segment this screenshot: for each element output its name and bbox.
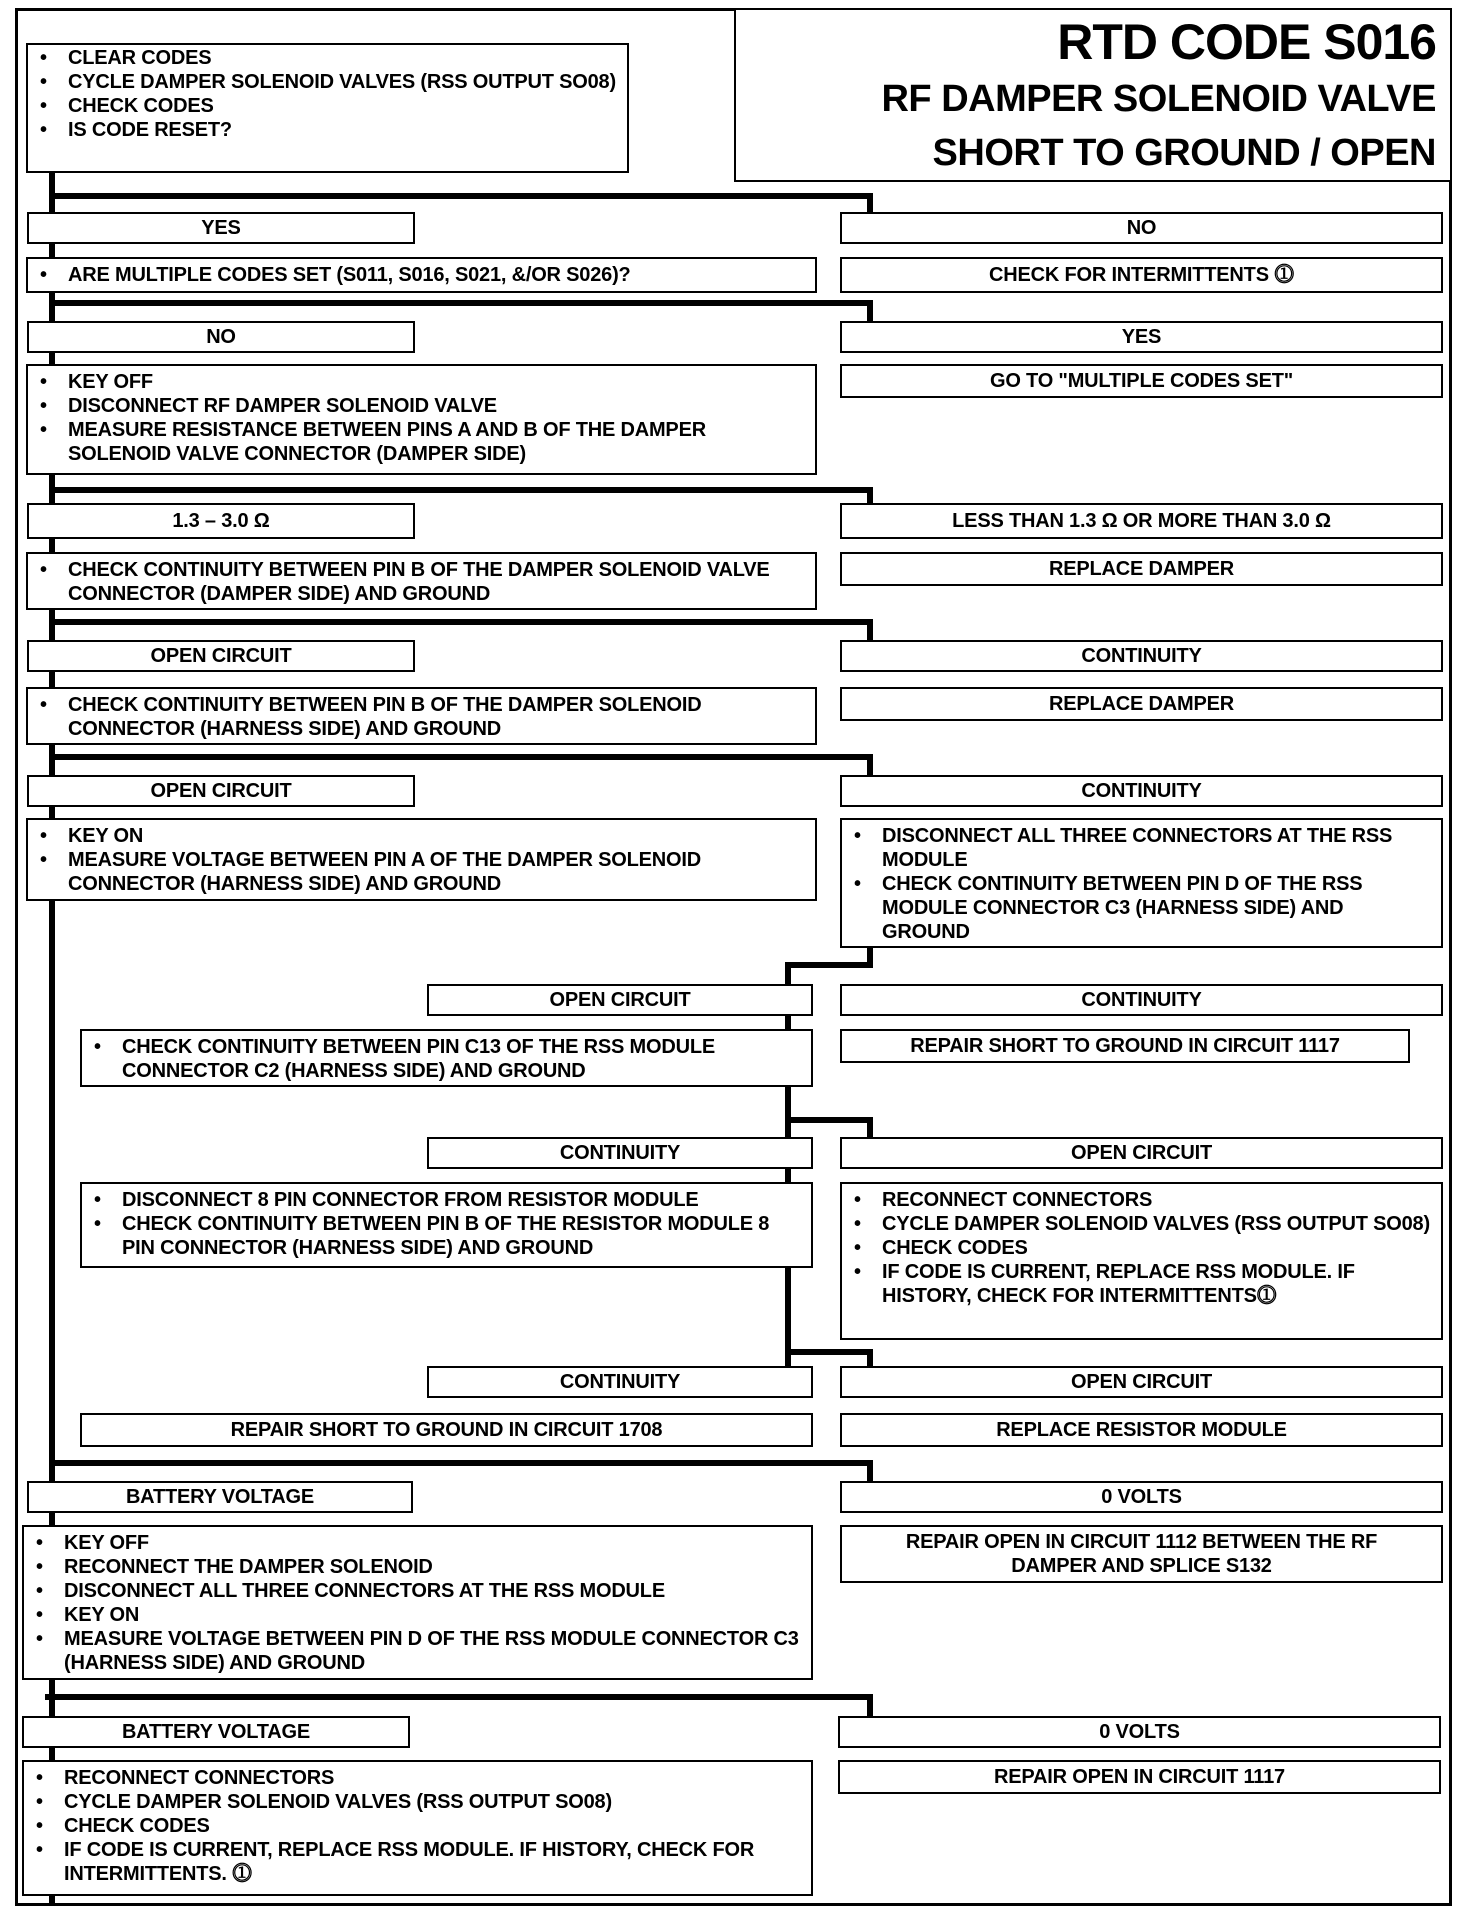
branch-open-circuit-2: OPEN CIRCUIT xyxy=(27,775,415,807)
branch-battery-voltage-2: BATTERY VOLTAGE xyxy=(22,1716,410,1748)
branch-continuity-5: CONTINUITY xyxy=(427,1366,813,1398)
title-line-1: RF DAMPER SOLENOID VALVE xyxy=(881,78,1436,120)
bullet-item: • CHECK CONTINUITY BETWEEN PIN C13 OF THE RSS MODULE CONNECTOR C2 (HARNESS SIDE) AND GROUND xyxy=(122,1035,803,1083)
step-reconnect-1 xyxy=(840,1182,1443,1340)
step-replace-resistor-module: REPLACE RESISTOR MODULE xyxy=(840,1413,1443,1447)
branch-resistance-bad: LESS THAN 1.3 Ω OR MORE THAN 3.0 Ω xyxy=(840,503,1443,539)
bullet-item: • MEASURE VOLTAGE BETWEEN PIN A OF THE DAMPER SOLENOID CONNECTOR (HARNESS SIDE) AND GROUND xyxy=(68,848,807,896)
bullet-item: • CHECK CONTINUITY BETWEEN PIN B OF THE RESISTOR MODULE 8 PIN CONNECTOR (HARNESS SIDE) AND GROUND xyxy=(122,1212,803,1260)
title-code: RTD CODE S016 xyxy=(1057,14,1436,70)
step-goto-multiple: GO TO "MULTIPLE CODES SET" xyxy=(840,364,1443,398)
step-measure-pin-a-list xyxy=(28,820,815,900)
branch-continuity-2: CONTINUITY xyxy=(840,775,1443,807)
step-multiple-codes xyxy=(26,257,817,293)
bullet-item: • RECONNECT CONNECTORS xyxy=(64,1766,803,1790)
step-multiple-codes-list xyxy=(28,259,815,291)
step-continuity-damper-side-list xyxy=(28,554,815,610)
branch-battery-voltage-1: BATTERY VOLTAGE xyxy=(27,1481,413,1513)
branch-open-circuit-4: OPEN CIRCUIT xyxy=(840,1137,1443,1169)
step-repair-short-1708: REPAIR SHORT TO GROUND IN CIRCUIT 1708 xyxy=(80,1413,813,1447)
bullet-item: • IF CODE IS CURRENT, REPLACE RSS MODULE. IF HISTORY, CHECK FOR INTERMITTENTS⓵ xyxy=(882,1260,1433,1308)
step-repair-open-1117: REPAIR OPEN IN CIRCUIT 1117 xyxy=(838,1760,1441,1794)
bullet-item: • DISCONNECT RF DAMPER SOLENOID VALVE xyxy=(68,394,807,418)
branch-resistance-ok: 1.3 – 3.0 Ω xyxy=(27,503,415,539)
bullet-item: • RECONNECT CONNECTORS xyxy=(882,1188,1433,1212)
step-measure-resistance xyxy=(26,364,817,475)
step-measure-pin-d xyxy=(22,1525,813,1680)
step-check-intermittents: CHECK FOR INTERMITTENTS ⓵ xyxy=(840,257,1443,293)
bullet-item: • KEY ON xyxy=(64,1603,803,1627)
branch-yes-2: YES xyxy=(840,321,1443,353)
step-rss-pin-d xyxy=(840,818,1443,948)
step-resistor-module-list xyxy=(82,1184,811,1264)
bullet-item: • CHECK CONTINUITY BETWEEN PIN B OF THE DAMPER SOLENOID VALVE CONNECTOR (DAMPER SIDE) AND GROUND xyxy=(68,558,807,606)
step-continuity-damper-side xyxy=(26,552,817,610)
bullet-item: • RECONNECT THE DAMPER SOLENOID xyxy=(64,1555,803,1579)
branch-open-circuit-3: OPEN CIRCUIT xyxy=(427,984,813,1016)
step-measure-resistance-list xyxy=(28,366,815,470)
bullet-item: • DISCONNECT 8 PIN CONNECTOR FROM RESISTOR MODULE xyxy=(122,1188,803,1212)
bullet-item: • MEASURE VOLTAGE BETWEEN PIN D OF THE RSS MODULE CONNECTOR C3 (HARNESS SIDE) AND GROUND xyxy=(64,1627,803,1675)
bullet-item: • CLEAR CODES xyxy=(68,46,619,70)
branch-zero-volts-2: 0 VOLTS xyxy=(838,1716,1441,1748)
bullet-item: • KEY OFF xyxy=(68,370,807,394)
step-measure-pin-d-list xyxy=(24,1527,811,1679)
bullet-item: • CYCLE DAMPER SOLENOID VALVES (RSS OUTPUT SO08) xyxy=(882,1212,1433,1236)
step-start-list xyxy=(28,45,627,146)
branch-no-2: NO xyxy=(27,321,415,353)
bullet-item: • IF CODE IS CURRENT, REPLACE RSS MODULE. IF HISTORY, CHECK FOR INTERMITTENTS. ⓵ xyxy=(64,1838,803,1886)
branch-no-1: NO xyxy=(840,212,1443,244)
step-repair-short-1117: REPAIR SHORT TO GROUND IN CIRCUIT 1117 xyxy=(840,1029,1410,1063)
bullet-item: • CYCLE DAMPER SOLENOID VALVES (RSS OUTPUT SO08) xyxy=(68,70,619,94)
step-start xyxy=(26,43,629,173)
branch-continuity-4: CONTINUITY xyxy=(427,1137,813,1169)
branch-continuity-1: CONTINUITY xyxy=(840,640,1443,672)
bullet-item: • DISCONNECT ALL THREE CONNECTORS AT THE RSS MODULE xyxy=(64,1579,803,1603)
title-line-2: SHORT TO GROUND / OPEN xyxy=(932,132,1436,174)
step-reconnect-2-list xyxy=(24,1762,811,1890)
step-reconnect-1-list xyxy=(842,1184,1441,1312)
step-continuity-c13 xyxy=(80,1029,813,1087)
bullet-item: • KEY ON xyxy=(68,824,807,848)
step-continuity-harness-side xyxy=(26,687,817,745)
step-resistor-module xyxy=(80,1182,813,1268)
step-repair-open-1112: REPAIR OPEN IN CIRCUIT 1112 BETWEEN THE RF DAMPER AND SPLICE S132 xyxy=(840,1525,1443,1583)
bullet-item: • MEASURE RESISTANCE BETWEEN PINS A AND B OF THE DAMPER SOLENOID VALVE CONNECTOR (DAMPER SIDE) xyxy=(68,418,807,466)
bullet-item: • CHECK CODES xyxy=(64,1814,803,1838)
bullet-item: • CHECK CODES xyxy=(68,94,619,118)
step-replace-damper-1: REPLACE DAMPER xyxy=(840,552,1443,586)
step-continuity-c13-list xyxy=(82,1031,811,1087)
bullet-item: • DISCONNECT ALL THREE CONNECTORS AT THE RSS MODULE xyxy=(882,824,1433,872)
title-block xyxy=(734,8,1452,182)
bullet-item: • CYCLE DAMPER SOLENOID VALVES (RSS OUTPUT SO08) xyxy=(64,1790,803,1814)
branch-continuity-3: CONTINUITY xyxy=(840,984,1443,1016)
branch-yes-1: YES xyxy=(27,212,415,244)
bullet-item: • CHECK CONTINUITY BETWEEN PIN D OF THE RSS MODULE CONNECTOR C3 (HARNESS SIDE) AND GROUND xyxy=(882,872,1433,944)
bullet-item: • IS CODE RESET? xyxy=(68,118,619,142)
step-replace-damper-2: REPLACE DAMPER xyxy=(840,687,1443,721)
step-rss-pin-d-list xyxy=(842,820,1441,948)
bullet-item: • KEY OFF xyxy=(64,1531,803,1555)
branch-open-circuit-1: OPEN CIRCUIT xyxy=(27,640,415,672)
step-reconnect-2 xyxy=(22,1760,813,1896)
branch-zero-volts-1: 0 VOLTS xyxy=(840,1481,1443,1513)
bullet-item: • CHECK CONTINUITY BETWEEN PIN B OF THE DAMPER SOLENOID CONNECTOR (HARNESS SIDE) AND GROUND xyxy=(68,693,807,741)
step-continuity-harness-side-list xyxy=(28,689,815,745)
step-measure-pin-a xyxy=(26,818,817,901)
branch-open-circuit-5: OPEN CIRCUIT xyxy=(840,1366,1443,1398)
bullet-item: • ARE MULTIPLE CODES SET (S011, S016, S021, &/OR S026)? xyxy=(68,263,807,287)
bullet-item: • CHECK CODES xyxy=(882,1236,1433,1260)
